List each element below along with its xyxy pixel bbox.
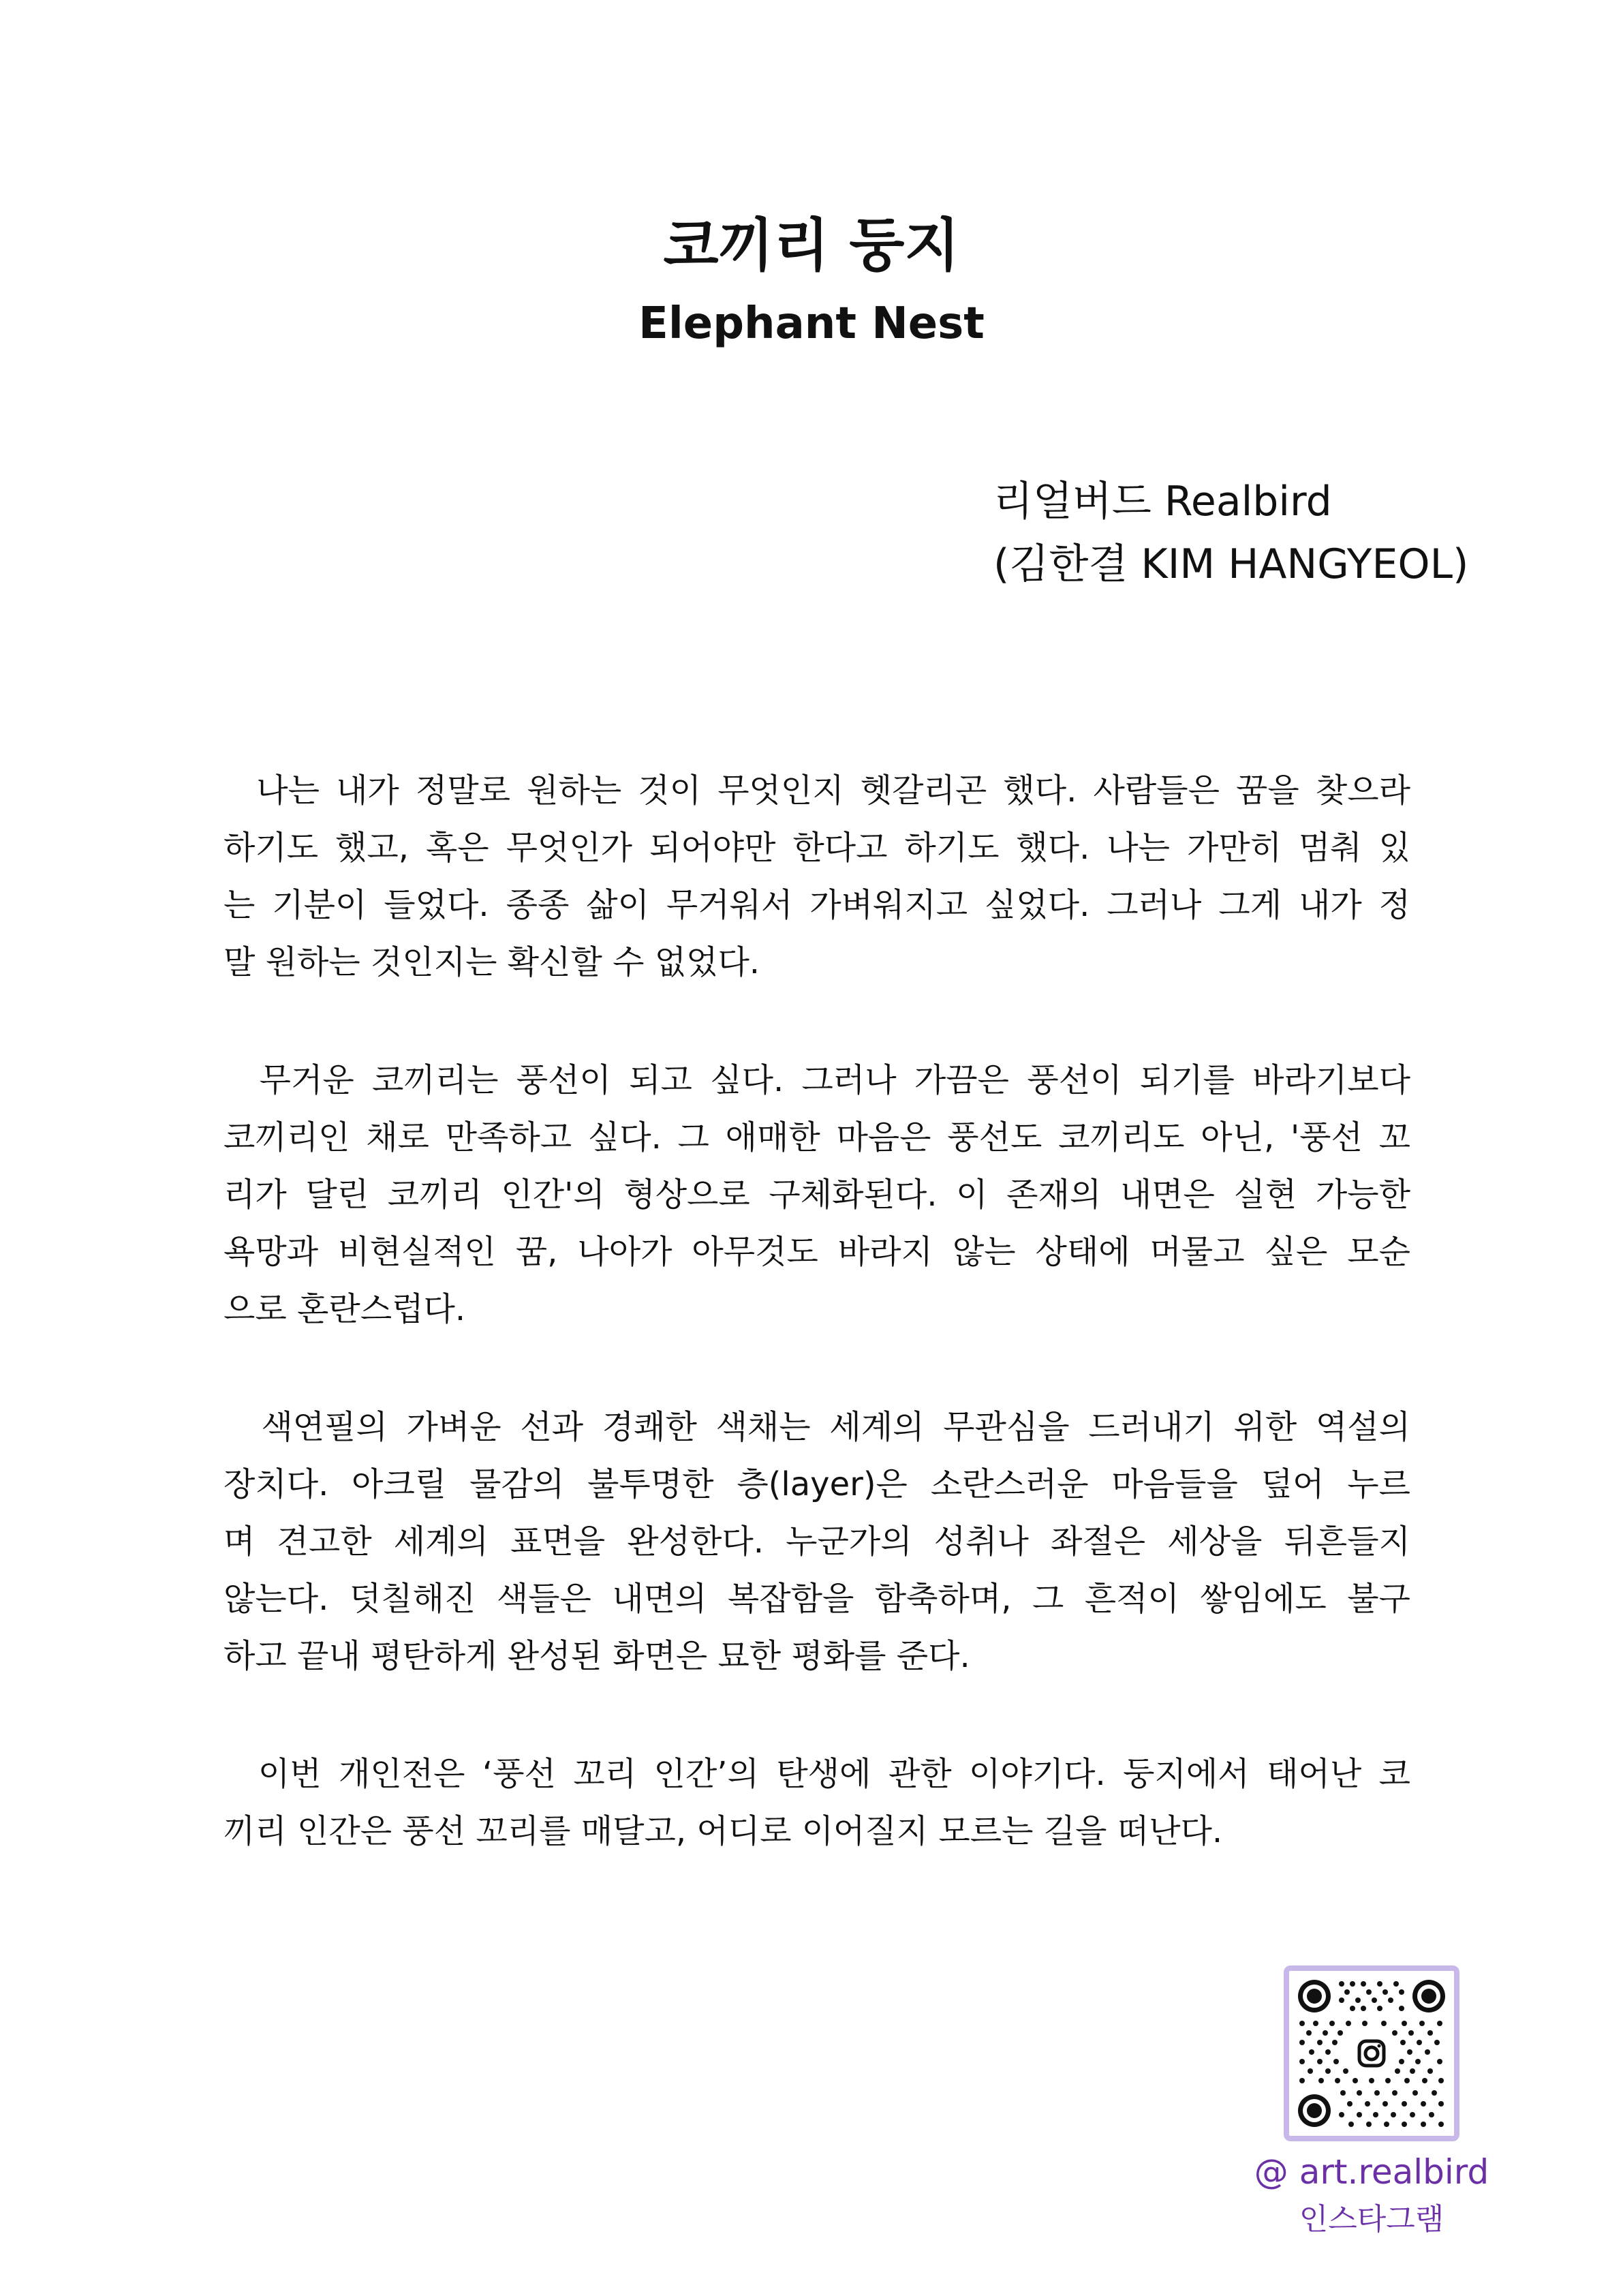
qr-finder-bottom-left xyxy=(1298,2094,1331,2127)
text-line: 말 원하는 것인지는 확신할 수 없었다. xyxy=(223,943,760,981)
text-line: 며 견고한 세계의 표면을 완성한다. 누군가의 성취나 좌절은 세상을 뒤흔들지 xyxy=(223,1522,1410,1561)
qr-code-frame[interactable] xyxy=(1284,1965,1459,2141)
text-line: 무거운 코끼리는 풍선이 되고 싶다. 그러나 가끔은 풍선이 되기를 바라기보다 xyxy=(223,1061,1410,1099)
qr-code-icon xyxy=(1295,1977,1448,2130)
statement-paragraph-3 xyxy=(223,1398,1410,1685)
text-line: 끼리 인간은 풍선 꼬리를 매달고, 어디로 이어질지 모르는 길을 떠난다. xyxy=(223,1812,1223,1850)
qr-finder-top-left xyxy=(1298,1980,1331,2012)
text-line: 는 기분이 들었다. 종종 삶이 무거워서 가벼워지고 싶었다. 그러나 그게 내가 정 xyxy=(223,886,1410,924)
text-line: 욕망과 비현실적인 꿈, 나아가 아무것도 바라지 않는 상태에 머물고 싶은 모순 xyxy=(223,1233,1410,1271)
statement-paragraph-2 xyxy=(223,1052,1410,1338)
statement-paragraph-1 xyxy=(223,762,1410,991)
author-name: 리얼버드 Realbird xyxy=(993,478,1332,525)
author-block xyxy=(993,470,1468,596)
page-subtitle: Elephant Nest xyxy=(638,299,985,349)
text-line: 색연필의 가벼운 선과 경쾌한 색채는 세계의 무관심을 드러내기 위한 역설의 xyxy=(223,1408,1410,1446)
page-title: 코끼리 둥지 xyxy=(663,212,960,279)
artist-statement xyxy=(223,762,1410,1920)
instagram-label: 인스타그램 xyxy=(1299,2202,1444,2237)
text-line: 나는 내가 정말로 원하는 것이 무엇인지 헷갈리곤 했다. 사람들은 꿈을 찾으라 xyxy=(223,771,1410,810)
statement-paragraph-4 xyxy=(223,1745,1410,1860)
text-line: 하고 끝내 평탄하게 완성된 화면은 묘한 평화를 준다. xyxy=(223,1637,970,1675)
text-line: 리가 달린 코끼리 인간'의 형상으로 구체화된다. 이 존재의 내면은 실현 가능한 xyxy=(223,1176,1410,1214)
text-line: 으로 혼란스럽다. xyxy=(223,1290,466,1328)
text-line: 코끼리인 채로 만족하고 싶다. 그 애매한 마음은 풍선도 코끼리도 아닌, '풍선 꼬 xyxy=(223,1118,1410,1157)
text-line: 않는다. 덧칠해진 색들은 내면의 복잡함을 함축하며, 그 흔적이 쌓임에도 불구 xyxy=(223,1580,1410,1618)
author-real-name: (김한결 KIM HANGYEOL) xyxy=(993,540,1469,588)
text-line: 이번 개인전은 ‘풍선 꼬리 인간’의 탄생에 관한 이야기다. 둥지에서 태어난 코 xyxy=(223,1755,1410,1793)
text-line: 하기도 했고, 혹은 무엇인가 되어야만 한다고 하기도 했다. 나는 가만히 멈춰 있 xyxy=(223,829,1410,867)
text-line: 장치다. 아크릴 물감의 불투명한 층(layer)은 소란스러운 마음들을 덮어 누르 xyxy=(223,1465,1410,1503)
qr-finder-top-right xyxy=(1412,1980,1445,2012)
instagram-handle[interactable]: @ art.realbird xyxy=(1254,2152,1489,2192)
